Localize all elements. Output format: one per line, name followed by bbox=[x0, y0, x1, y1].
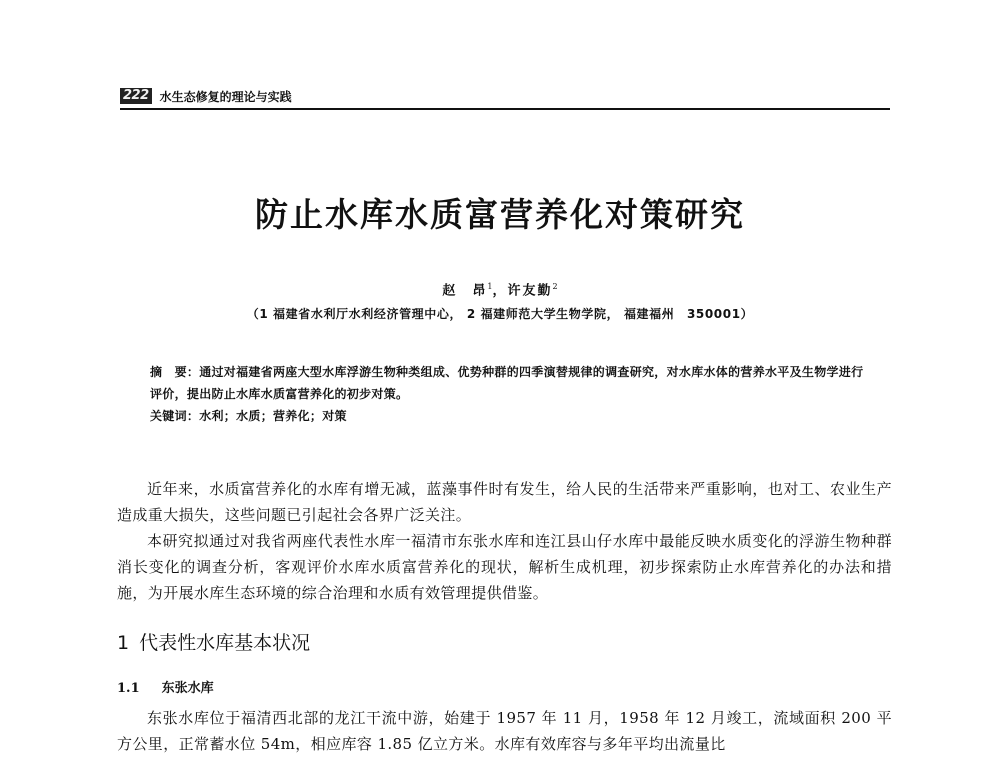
body-paragraph-3 bbox=[117, 705, 892, 757]
paragraph-text: 东张水库位于福清西北部的龙江干流中游，始建于 1957 年 11 月，1958 年 12 月竣工，流域面积 200 平方公里，正常蓄水位 54m，相应库容 1.85 亿立方米。水库有效库容与多年平均出流量比 bbox=[117, 709, 892, 753]
author-1: 赵 昂 bbox=[442, 283, 488, 299]
affiliation-line: （1 福建省水利厅水利经济管理中心， 2 福建师范大学生物学院， 福建福州 350001） bbox=[246, 307, 754, 321]
author-2: 许友勤 bbox=[507, 283, 553, 299]
book-title: 水生态修复的理论与实践 bbox=[159, 89, 292, 104]
paragraph-text: 近年来，水质富营养化的水库有增无减，蓝藻事件时有发生，给人民的生活带来严重影响，也对工、农业生产造成重大损失，这些问题已引起社会各界广泛关注。 bbox=[117, 480, 892, 524]
paper-title: 防止水库水质富营养化对策研究 bbox=[255, 195, 745, 234]
subsection-title: 东张水库 bbox=[161, 681, 214, 696]
section-title: 代表性水库基本状况 bbox=[139, 632, 311, 654]
keywords-text: 水利；水质；营养化；对策 bbox=[199, 409, 347, 423]
abstract-block bbox=[150, 361, 870, 427]
running-header bbox=[120, 84, 890, 110]
author-separator: ， bbox=[492, 283, 508, 299]
abstract-label: 摘 要： bbox=[150, 365, 200, 379]
section-number: 1 bbox=[117, 632, 130, 654]
paragraph-text: 本研究拟通过对我省两座代表性水库一福清市东张水库和连江县山仔水库中最能反映水质变化的浮游生物种群消长变化的调查分析，客观评价水库水质富营养化的现状，解析生成机理，初步探索防止水库营养化的办法和措施，为开展水库生态环境的综合治理和水质有效管理提供借鉴。 bbox=[117, 532, 892, 602]
author-1-affiliation-mark: 1 bbox=[487, 282, 493, 291]
body-paragraph-2 bbox=[117, 528, 892, 606]
body-paragraph-1 bbox=[117, 476, 892, 528]
section-heading-1 bbox=[117, 630, 310, 656]
subsection-heading-1-1 bbox=[117, 679, 214, 699]
keywords-label: 关键词： bbox=[150, 409, 200, 423]
keywords bbox=[150, 405, 870, 427]
author-2-affiliation-mark: 2 bbox=[552, 282, 558, 291]
abstract bbox=[150, 361, 870, 405]
abstract-text: 通过对福建省两座大型水库浮游生物种类组成、优势种群的四季演替规律的调查研究，对水库水体的营养水平及生物学进行评价，提出防止水库水质富营养化的初步对策。 bbox=[150, 365, 864, 401]
author-line bbox=[0, 278, 1000, 300]
subsection-number: 1.1 bbox=[117, 681, 140, 696]
page-number: 222 bbox=[120, 88, 152, 104]
